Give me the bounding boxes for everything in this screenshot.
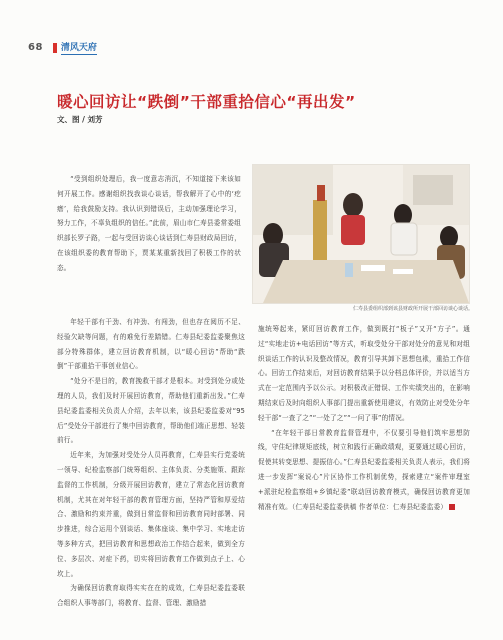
paragraph: “受到组织处理后，我一度意志消沉，不知道接下来该如何开展工作。感谢组织找我谈心谈话，帮我解开了心中的‘疙瘩’，给我鼓励支持。我认识到错误后，主动加强理论学习，努力工作，不辜负组织的信任。”此前，眉山市仁寿县委常委组织部长罗子路，一起与受回访谈心谈话到仁寿县财政局回访，在该组织委的教育帮助下，贾某某重新找回了积极工作的状态。	[57, 175, 241, 272]
photo-caption: 仁寿县委组织部到该县财政所开展干部回访谈心谈话。	[352, 306, 473, 312]
paragraph: 为确保回访教育取得实实在在的成效，仁寿县纪委监委联合组织人事等部门，将教育、监督、管理、激励措	[57, 584, 245, 608]
article-photo	[252, 164, 470, 304]
left-column-bottom	[57, 315, 245, 611]
page-header	[28, 40, 97, 55]
column-name: 清风天府	[61, 40, 97, 55]
paragraph: 年轻干部有干劲、有冲劲、有闯劲，但也存在阅历不足、经验欠缺等问题，有的难免行差踏错。仁寿县纪委监委聚焦这部分特殊群体，建立回访教育机制，以“暖心回访”帮助“跌倒”干部重拾干事创业信心。	[57, 318, 245, 371]
paragraph	[258, 426, 470, 515]
end-mark-icon	[449, 504, 455, 510]
article-title: 暖心回访让“跌倒”干部重拾信心“再出发”	[57, 93, 356, 111]
column-tag	[53, 40, 97, 55]
page-number: 68	[28, 42, 43, 53]
right-column	[258, 322, 470, 514]
meeting-photo-illustration	[253, 165, 469, 303]
column-tag-marker	[53, 43, 57, 53]
paragraph: “处分不是目的，教育挽救干部才是根本。对受到处分或处理的人员，我们及时开展回访教育，帮助他们重新出发。”仁寿县纪委监委相关负责人介绍，去年以来，该县纪委监委对“95后”受处分干部进行了集中回访教育，帮助他们端正思想、轻装前行。	[57, 377, 245, 445]
left-column-top	[57, 172, 241, 276]
article-byline: 文、图 / 刘芳	[57, 115, 103, 124]
paragraph-text: “在年轻干部日常教育监督管理中，不仅要引导他们筑牢思想防线，守住纪律规矩底线，树立和践行正确政绩观，更要通过暖心回访，促使其转变思想、提振信心。”仁寿县纪委监委相关负责人表示，我们将进一步发挥“案说心”片区协作工作机制优势，探索建立“案件审理室+派驻纪检监察组+乡镇纪委”联动回访教育模式，确保回访教育更加精准有效。（仁寿县纪委监委供稿 作者单位：仁寿县纪委监委）	[258, 428, 470, 511]
paragraph: 近年来，为加强对受处分人员再教育，仁寿县实行党委统一领导、纪检监察部门统筹组织、主体负责、分类施策、跟踪监督的工作机制，分级开展回访教育，建立了常态化回访教育机制，尤其在对年轻干部的教育管理方面，坚持严管和厚爱结合、激励和约束并重，做到日常监督和回访教育同时部署、同步推进，综合运用个别谈话、集体座谈、集中学习、实地走访等多种方式，把回访教育和思想政治工作结合起来，做到全方位、多层次、对症下药，切实将回访教育工作做到点子上、心坎上。	[57, 451, 245, 578]
paragraph: 施统筹起来，紧盯回访教育工作，做到既打“板子”又开“方子”。通过“实地走访+电话回访”等方式，听取受处分干部对处分的意见和对组织谈话工作的认识及整改情况，教育引导其卸下思想包袱，重拾工作信心。回访工作结束后，对回访教育结果予以分档总体评价，并以适当方式在一定范围内予以公示。对积极改正错误、工作实绩突出的，在影响期结束后及时向组织人事部门提出重新使用建议，有效防止对受处分年轻干部“一查了之”“一处了之”“一问了事”的情况。	[258, 325, 470, 422]
